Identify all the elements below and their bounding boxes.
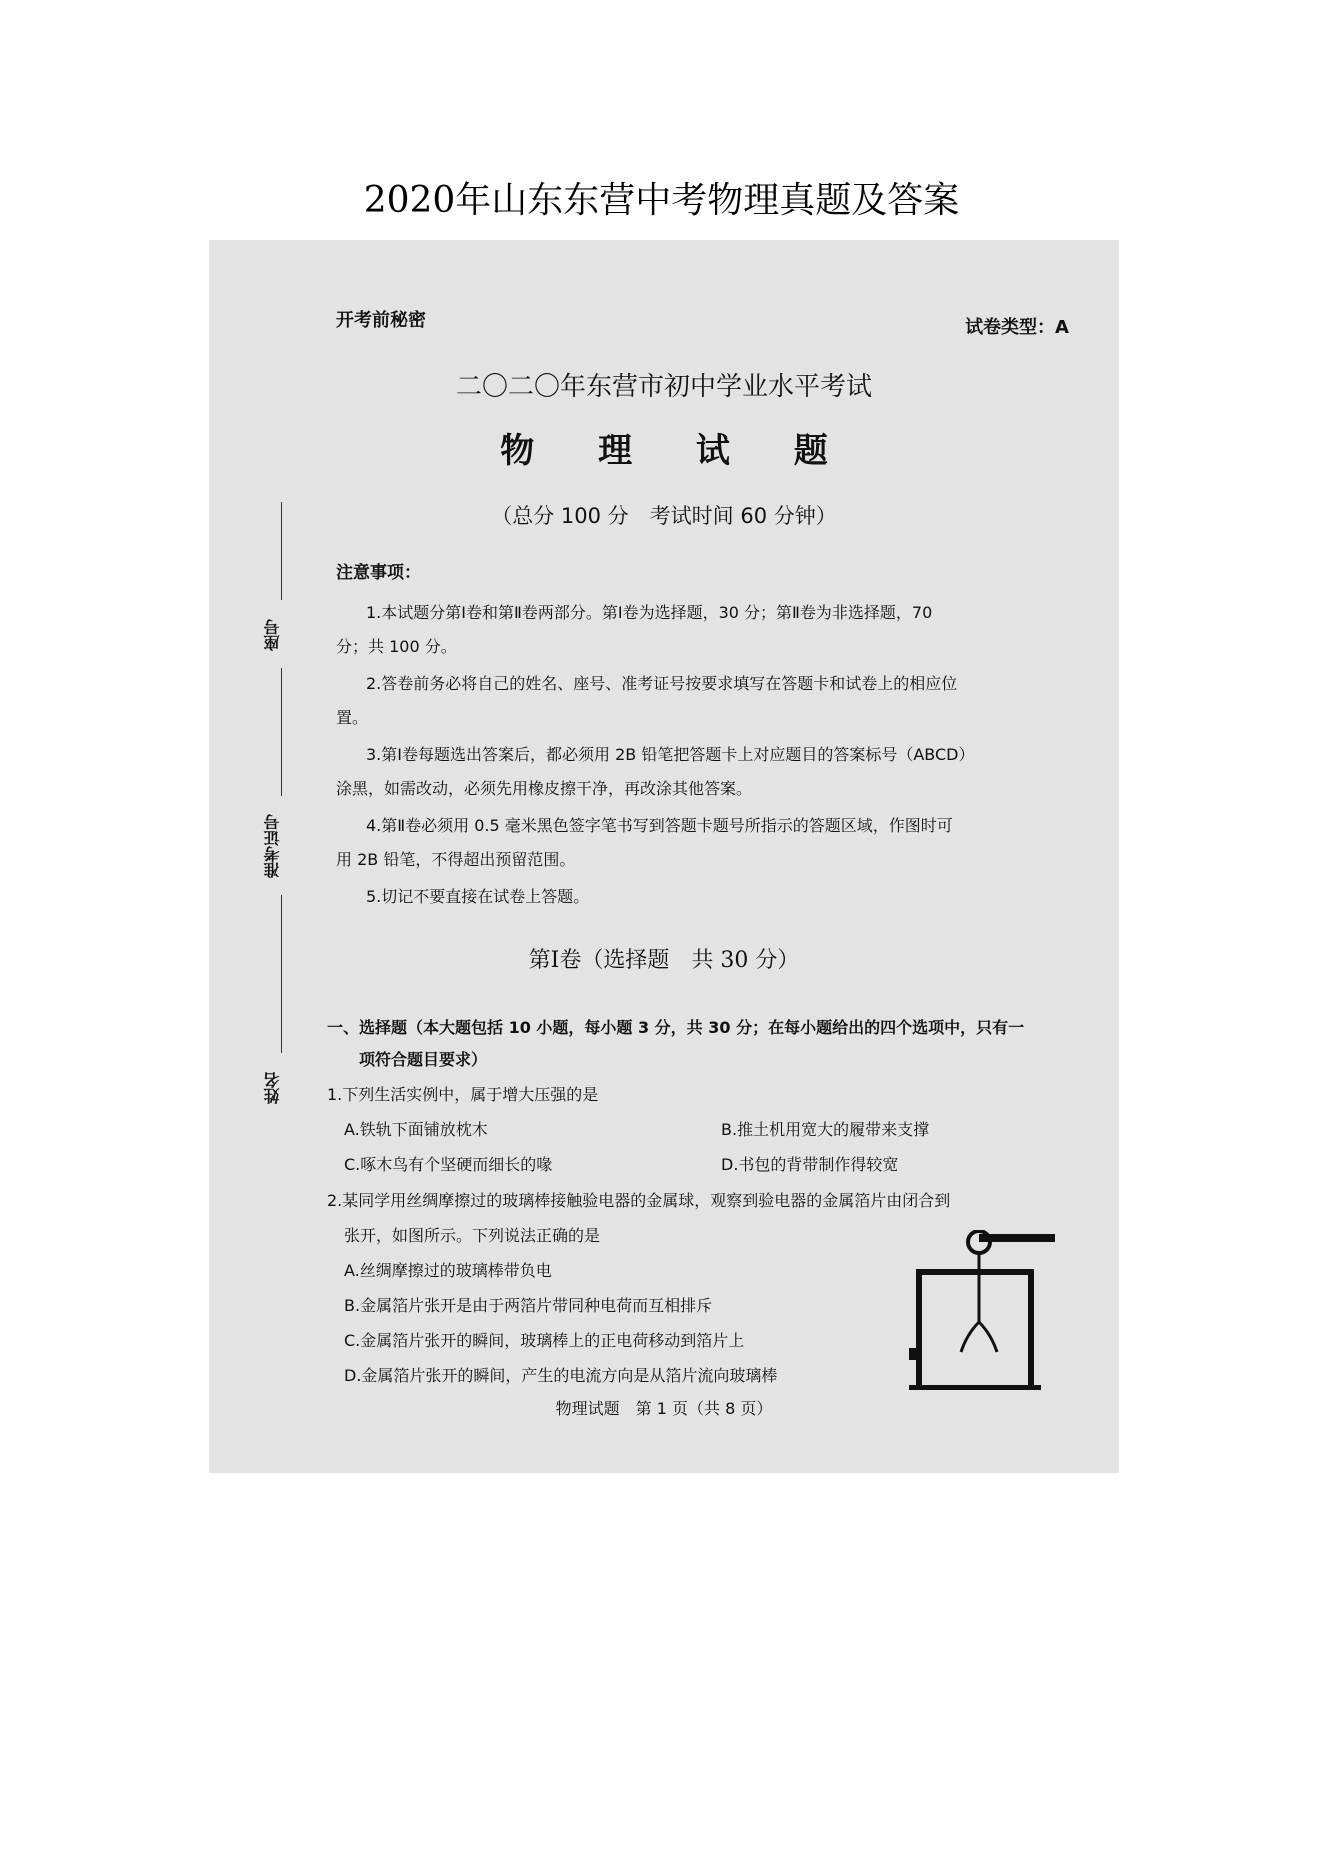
section-heading: 项符合题目要求） [359,1050,488,1069]
seat-label: 座号 [263,619,282,651]
secret-label: 开考前秘密 [336,310,426,331]
section-heading: 一、选择题（本大题包括 10 小题，每小题 3 分，共 30 分；在每小题给出的四个选项中，只有一 [327,1018,1025,1037]
note-line: 用 2B 铅笔，不得超出预留范围。 [336,850,576,869]
option: C.金属箔片张开的瞬间，玻璃棒上的正电荷移动到箔片上 [344,1331,745,1350]
jar-tab [909,1348,919,1360]
note-line: 置。 [336,708,369,727]
option: C.啄木鸟有个坚硬而细长的喙 [344,1155,553,1174]
electroscope-jar [919,1272,1031,1390]
notes-heading: 注意事项： [336,563,421,583]
note-line: 5.切记不要直接在试卷上答题。 [366,887,590,906]
subject-title: 物 理 试 题 [500,431,854,471]
page-footer: 物理试题 第 1 页（共 8 页） [555,1399,773,1418]
paper-type: 试卷类型：A [965,317,1069,338]
option: D.书包的背带制作得较宽 [721,1155,899,1174]
option: A.丝绸摩擦过的玻璃棒带负电 [344,1261,552,1280]
question-stem: 张开，如图所示。下列说法正确的是 [344,1226,601,1245]
option: D.金属箔片张开的瞬间，产生的电流方向是从箔片流向玻璃棒 [344,1366,778,1385]
electroscope-diagram [909,1230,1059,1390]
option: A.铁轨下面铺放枕木 [344,1120,488,1139]
question-stem: 2.某同学用丝绸摩擦过的玻璃棒接触验电器的金属球，观察到验电器的金属箔片由闭合到 [327,1191,951,1210]
score-time: （总分 100 分 考试时间 60 分钟） [491,504,837,528]
note-line: 2.答卷前务必将自己的姓名、座号、准考证号按要求填写在答题卡和试卷上的相应位 [366,674,958,693]
metal-foil-left [961,1322,979,1352]
name-line [281,895,282,1053]
part-title: 第Ⅰ卷（选择题 共 30 分） [528,948,800,973]
name-label: 姓名 [263,1072,282,1104]
note-line: 涂黑，如需改动，必须先用橡皮擦干净，再改涂其他答案。 [336,779,753,798]
exam-no-line [281,668,282,796]
document-title: 2020年山东东营中考物理真题及答案 [363,180,960,221]
option: B.推土机用宽大的履带来支撑 [721,1120,930,1139]
metal-foil-right [979,1322,997,1352]
exam-paper-scan [209,240,1119,1473]
note-line: 4.第Ⅱ卷必须用 0.5 毫米黑色签字笔书写到答题卡题号所指示的答题区域，作图时可 [366,816,953,835]
note-line: 3.第Ⅰ卷每题选出答案后，都必须用 2B 铅笔把答题卡上对应题目的答案标号（ABCD） [366,745,975,764]
exam-no-label: 准考证号 [263,814,282,878]
seat-line [281,502,282,600]
option: B.金属箔片张开是由于两箔片带同种电荷而互相排斥 [344,1296,713,1315]
question-stem: 1.下列生活实例中，属于增大压强的是 [327,1085,599,1104]
note-line: 分；共 100 分。 [336,637,457,656]
note-line: 1.本试题分第Ⅰ卷和第Ⅱ卷两部分。第Ⅰ卷为选择题，30 分；第Ⅱ卷为非选择题，70 [366,603,933,622]
exam-title: 二〇二〇年东营市初中学业水平考试 [455,372,872,402]
